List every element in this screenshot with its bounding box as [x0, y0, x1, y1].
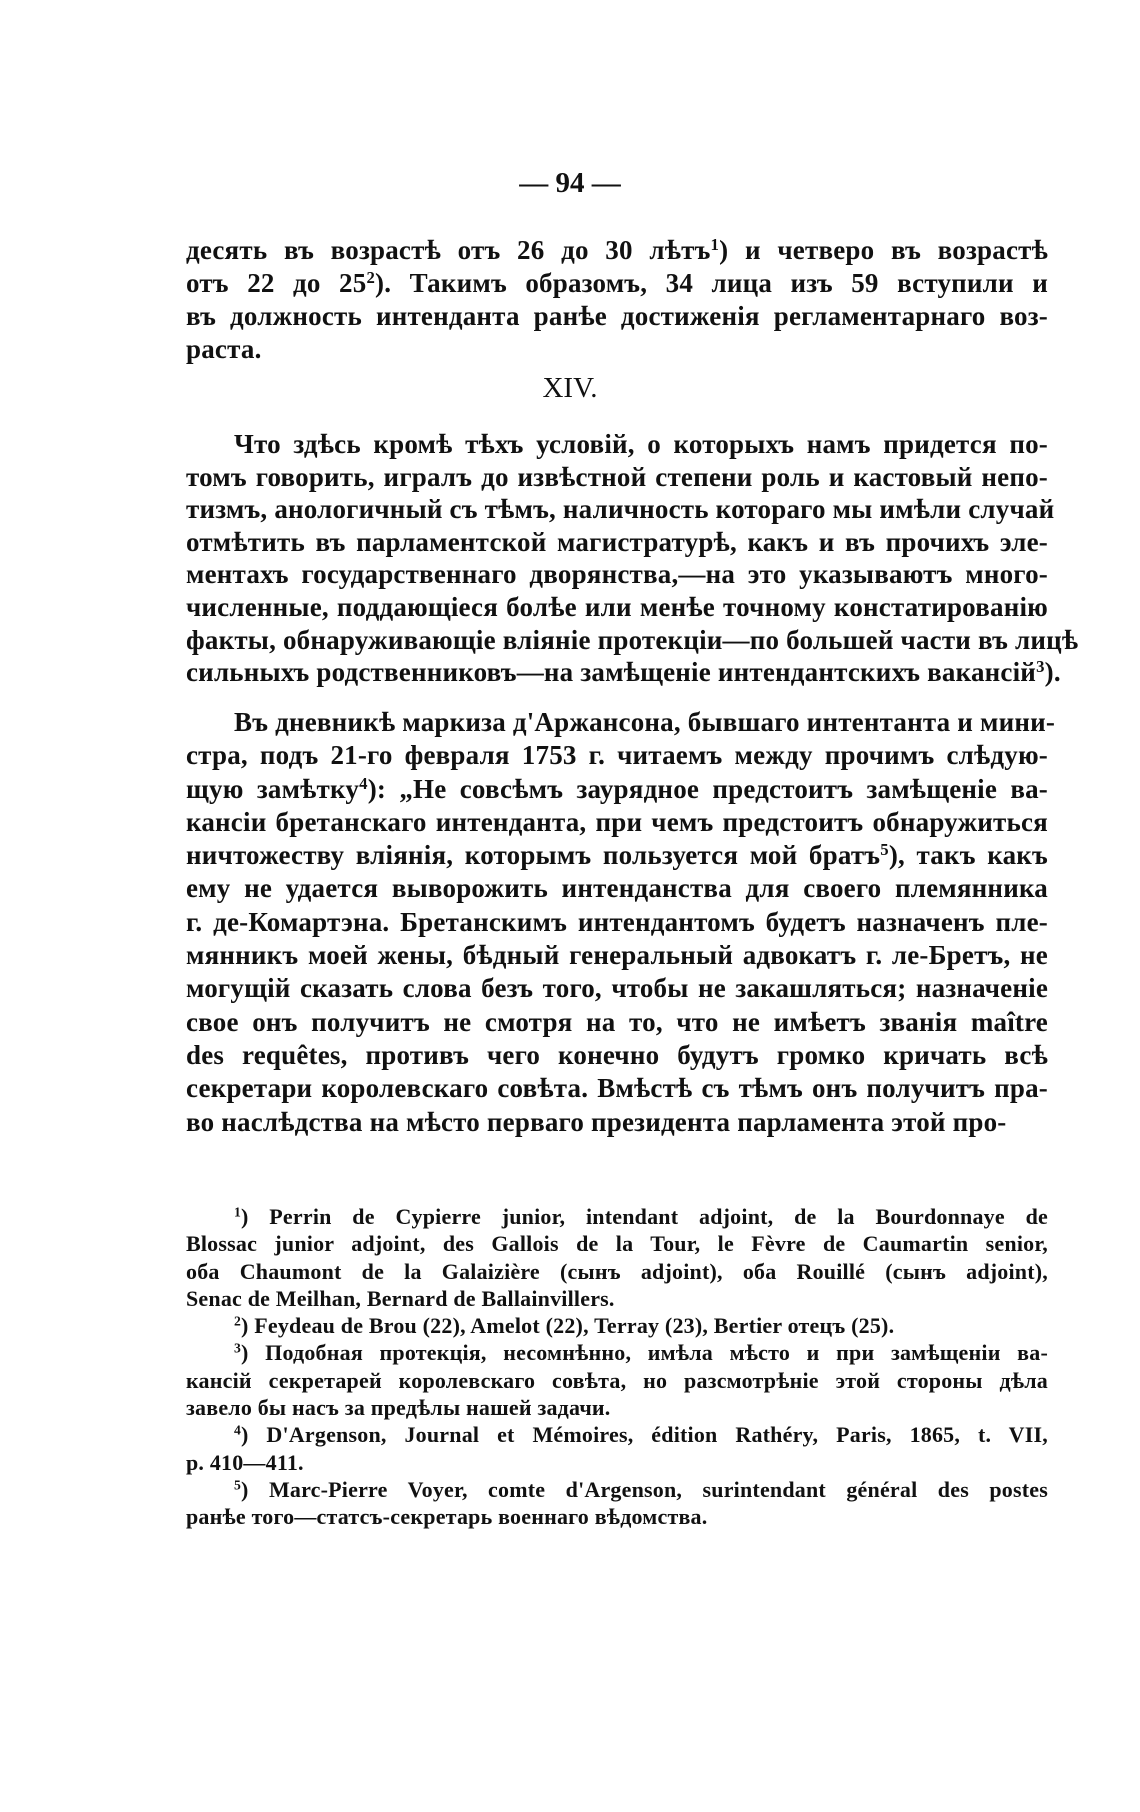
line-text: раста. — [186, 334, 262, 364]
text-line — [186, 1106, 1048, 1139]
line-text: кансіи бретанскаго интенданта, при чемъ предстоитъ обнаружиться — [186, 806, 1048, 837]
line-text-continued: ), такъ какъ — [888, 840, 1048, 871]
line-text: p. 410—411. — [186, 1449, 304, 1475]
line-text: Senac de Meilhan, Bernard de Ballainvillers. — [186, 1285, 615, 1311]
line-text: факты, обнаруживающіе вліяніе протекціи—по большей части въ лицѣ — [186, 624, 1079, 655]
footnote-marker: 5 — [880, 839, 889, 859]
text-line — [186, 558, 1048, 591]
text-line — [186, 872, 1048, 905]
line-text-continued: ) и четверо въ возрастѣ — [719, 235, 1048, 265]
line-text: ему не удается выворожить интенданства для своего племянника — [186, 873, 1048, 904]
text-line — [186, 234, 1048, 267]
footnote-line — [186, 1285, 1048, 1312]
line-text: ранѣе того—статсъ-секретарь военнаго вѣдомства. — [186, 1504, 708, 1530]
footnote-marker: 4 — [359, 773, 368, 793]
footnote-marker: 3 — [1036, 656, 1045, 676]
text-line — [186, 972, 1048, 1005]
line-text: свое онъ получитъ не смотря на то, что не имѣетъ званія maître — [186, 1006, 1048, 1037]
footnotes — [186, 1203, 1048, 1531]
line-text: ) D'Argenson, Journal et Mémoires, édition Rathéry, Paris, 1865, t. VII, — [241, 1422, 1048, 1448]
text-line — [186, 493, 1055, 526]
text-line — [186, 526, 1048, 559]
line-text: des requêtes, противъ чего конечно будутъ громко кричать всѣ — [186, 1039, 1048, 1070]
text-line — [186, 806, 1048, 839]
line-text: во наслѣдства на мѣсто перваго президента парламента этой про- — [186, 1106, 1007, 1137]
line-text: ) Feydeau de Brou (22), Amelot (22), Terray (23), Bertier отецъ (25). — [241, 1313, 895, 1339]
line-text-continued: ). — [1044, 657, 1061, 688]
footnote-line — [186, 1476, 1048, 1503]
footnote-line — [186, 1503, 1048, 1530]
footnote-marker: 2 — [234, 1313, 242, 1329]
footnote-line — [186, 1258, 1048, 1285]
text-line — [186, 739, 1048, 772]
footnote-line — [186, 1367, 1048, 1394]
footnote-marker: 3 — [234, 1340, 242, 1356]
line-text: Blossac junior adjoint, des Gallois de la Tour, le Fèvre de Caumartin senior, — [186, 1231, 1048, 1257]
line-text: сильныхъ родственниковъ—на замѣщеніе интендантскихъ вакансій — [186, 657, 1037, 688]
text-line — [186, 461, 1048, 494]
text-line — [186, 939, 1048, 972]
paragraph-1 — [186, 428, 1079, 689]
text-line — [186, 1039, 1048, 1072]
footnote-line — [186, 1421, 1048, 1448]
text-line — [186, 1006, 1048, 1039]
footnote-marker: 1 — [234, 1204, 242, 1220]
paragraph-2 — [186, 706, 1056, 1139]
line-text: отъ 22 до 25 — [186, 268, 367, 298]
line-text: отмѣтить въ парламентской магистратурѣ, какъ и въ прочихъ эле- — [186, 526, 1048, 557]
text-line — [186, 428, 1048, 461]
line-text: ) Подобная протекція, несомнѣнно, имѣла мѣсто и при замѣщеніи ва- — [241, 1340, 1048, 1366]
line-text: Въ дневникѣ маркиза д'Аржансона, бывшаго интентанта и мини- — [234, 707, 1056, 737]
line-text: численные, поддающіеся болѣе или менѣе точному констатированію — [186, 591, 1048, 622]
line-text: ментахъ государственнаго дворянства,—на это указываютъ много- — [186, 559, 1048, 590]
text-line — [186, 839, 1048, 872]
page-number: — 94 — — [519, 167, 621, 199]
line-text: мянникъ моей жены, бѣдный генеральный адвокатъ г. ле-Бретъ, не — [186, 940, 1048, 971]
line-text: секретари королевскаго совѣта. Вмѣстѣ съ тѣмъ онъ получитъ пра- — [186, 1073, 1048, 1104]
text-line — [186, 624, 1079, 657]
line-text: ) Perrin de Cypierre junior, intendant adjoint, de la Bourdonnaye de — [241, 1204, 1048, 1229]
text-line — [186, 706, 1056, 739]
line-text: г. де-Комартэна. Бретанскимъ интендантомъ будетъ назначенъ пле- — [186, 906, 1048, 937]
text-line — [186, 333, 1048, 366]
line-text: стра, подъ 21-го февраля 1753 г. читаемъ между прочимъ слѣдую- — [186, 740, 1048, 771]
footnote-line — [186, 1230, 1048, 1257]
line-text: кансій секретарей королевскаго совѣта, но разсмотрѣніе этой стороны дѣла — [186, 1367, 1048, 1393]
footnote-line — [186, 1203, 1048, 1230]
text-line — [186, 656, 1061, 689]
line-text-continued: ): „Не совсѣмъ заурядное предстоитъ замѣщеніе ва- — [367, 773, 1048, 804]
section-heading: XIV. — [542, 372, 598, 404]
text-line — [186, 773, 1048, 806]
line-text: ничтожеству вліянія, которымъ пользуется мой братъ — [186, 840, 881, 871]
line-text-continued: ). Такимъ образомъ, 34 лица изъ 59 вступили и — [375, 268, 1048, 298]
line-text: въ должность интенданта ранѣе достиженія регламентарнаго воз- — [186, 301, 1048, 331]
line-text: щую замѣтку — [186, 773, 360, 804]
line-text: могущій сказать слова безъ того, чтобы не закашляться; назначеніе — [186, 973, 1048, 1004]
footnote-marker: 1 — [710, 234, 720, 254]
footnote-marker: 4 — [234, 1422, 242, 1438]
line-text: завело бы насъ за предѣлы нашей задачи. — [186, 1395, 611, 1421]
line-text: десять въ возрастѣ отъ 26 до 30 лѣтъ — [186, 235, 711, 265]
text-line — [186, 591, 1048, 624]
text-line — [186, 300, 1048, 333]
footnote-line — [186, 1449, 1048, 1476]
footnote-line — [186, 1339, 1048, 1366]
text-line — [186, 1072, 1048, 1105]
text-line — [186, 267, 1048, 300]
line-text: ) Marc-Pierre Voyer, comte d'Argenson, surintendant général des postes — [241, 1476, 1048, 1502]
line-text: Что здѣсь кромѣ тѣхъ условій, о которыхъ намъ придется по- — [234, 429, 1048, 459]
footnote-marker: 5 — [234, 1477, 242, 1493]
footnote-line — [186, 1312, 1048, 1339]
footnote-line — [186, 1394, 1048, 1421]
line-text: оба Chaumont de la Galaizière (сынъ adjoint), оба Rouillé (сынъ adjoint), — [186, 1258, 1048, 1284]
intro-text — [186, 234, 1048, 366]
line-text: томъ говорить, игралъ до извѣстной степени роль и кастовый непо- — [186, 461, 1048, 492]
footnote-marker: 2 — [366, 267, 376, 287]
line-text: тизмъ, анологичный съ тѣмъ, наличность котораго мы имѣли случай — [186, 494, 1055, 525]
text-line — [186, 906, 1048, 939]
